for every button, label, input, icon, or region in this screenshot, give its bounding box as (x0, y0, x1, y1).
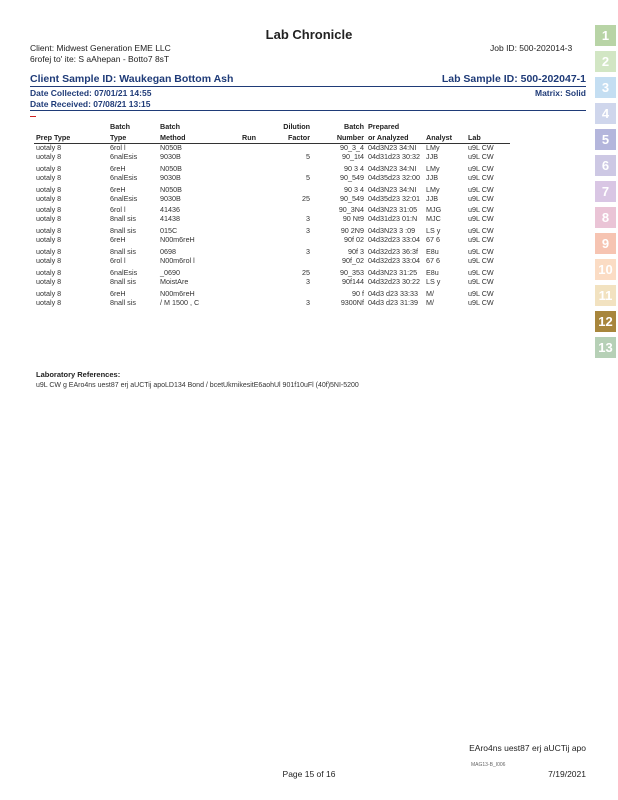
table-cell: 04d3N23 31:05 (368, 205, 418, 215)
table-row (34, 153, 510, 162)
column-header-top: Batch (110, 122, 130, 131)
table-cell: u9L CW (468, 143, 494, 152)
table-cell: u9L CW (468, 297, 494, 307)
table-cell: E8u (426, 267, 439, 277)
table-cell: JJB (426, 151, 438, 161)
table-cell: 6rol l (110, 205, 126, 215)
table-cell: 6reH (110, 184, 126, 194)
table-cell: u9L CW (468, 226, 494, 236)
table-cell: 41438 (160, 214, 180, 224)
table-cell: 6rol l (110, 143, 126, 152)
column-header-top: Prepared (368, 122, 400, 131)
section-tab[interactable]: 7 (595, 181, 616, 202)
column-header (240, 121, 280, 144)
table-cell: u9L CW (468, 276, 494, 286)
column-header-bottom: Analyst (426, 133, 452, 142)
table-cell: E8u (426, 247, 439, 257)
table-cell: N050B (160, 184, 182, 194)
table-row (34, 174, 510, 183)
table-cell: 015C (160, 226, 178, 236)
section-tab[interactable]: 6 (595, 155, 616, 176)
table-cell: 5 (306, 172, 310, 182)
table-cell: 5 (306, 151, 310, 161)
lab-references-text: u9L CW g EAro4ns uest87 erj aUCTij apoLD134 Bond / bcetUkrnikesitE6aohUl 901f10uFl (40f)5NI-5200 (36, 382, 359, 389)
table-cell: _0690 (160, 267, 180, 277)
table-cell: uotaly 8 (36, 184, 62, 194)
table-cell: 0698 (160, 247, 176, 257)
column-header-bottom: Run (242, 133, 256, 142)
table-cell: 3 (306, 226, 310, 236)
client-sample-id: Client Sample ID: Waukegan Bottom Ash (30, 73, 234, 85)
table-cell (240, 203, 280, 215)
column-header-top: Batch (160, 122, 180, 131)
table-cell: JJB (426, 172, 438, 182)
table-cell: N00m6reH (160, 235, 195, 245)
table-cell (240, 162, 280, 174)
table-cell (240, 174, 280, 183)
table-cell: 3 (306, 214, 310, 224)
table-cell: u9L CW (468, 205, 494, 215)
table-cell: 3 (306, 276, 310, 286)
table-cell (240, 266, 280, 278)
column-header-bottom: Lab (468, 133, 481, 142)
section-tab[interactable]: 11 (595, 285, 616, 306)
table-cell: u9L CW (468, 288, 494, 298)
table-cell: 9030B (160, 193, 181, 203)
table-cell: u9L CW (468, 235, 494, 245)
table-cell: N00m6rol l (160, 255, 195, 265)
table-row (34, 287, 510, 299)
table-cell: LMy (426, 184, 440, 194)
report-title: Lab Chronicle (265, 27, 353, 42)
table-cell: N050B (160, 163, 182, 173)
table-cell: 6reH (110, 163, 126, 173)
table-cell: uotaly 8 (36, 193, 62, 203)
header-rule (30, 86, 586, 87)
section-tab[interactable]: 2 (595, 51, 616, 72)
table-cell: 90_353 (340, 267, 364, 277)
table-row (34, 257, 510, 266)
table-cell: u9L CW (468, 267, 494, 277)
chronicle-table (34, 121, 510, 308)
table-cell: 04d3 d23 31:39 (368, 297, 418, 307)
table-cell: 90_549 (340, 193, 364, 203)
table-cell: uotaly 8 (36, 172, 62, 182)
table-cell: uotaly 8 (36, 214, 62, 224)
table-cell: 9030B (160, 172, 181, 182)
table-cell: u9L CW (468, 214, 494, 224)
table-cell: 90 f (352, 288, 364, 298)
table-cell (240, 195, 280, 204)
table-cell (280, 257, 312, 266)
footer-code: MAG13-B_I006 (471, 762, 506, 768)
footer-company: EAro4ns uest87 erj aUCTij apo (469, 743, 586, 753)
section-tab[interactable]: 12 (595, 311, 616, 332)
table-row (34, 266, 510, 278)
table-cell: 04d31d23 01:N (368, 214, 418, 224)
table-cell: JJB (426, 193, 438, 203)
section-tabs (595, 25, 616, 363)
table-cell: 8nall sis (110, 297, 136, 307)
table-row (34, 236, 510, 245)
table-cell (280, 183, 312, 195)
table-cell (240, 278, 280, 287)
table-row (34, 183, 510, 195)
column-header-bottom: Method (160, 133, 186, 142)
table-cell: uotaly 8 (36, 255, 62, 265)
date-received: Date Received: 07/08/21 13:15 (30, 99, 151, 109)
table-cell: uotaly 8 (36, 267, 62, 277)
table-row (34, 162, 510, 174)
red-marker (30, 116, 36, 117)
table-cell: 25 (302, 267, 310, 277)
section-tab[interactable]: 1 (595, 25, 616, 46)
table-row (34, 144, 510, 153)
table-cell: uotaly 8 (36, 226, 62, 236)
table-cell (280, 236, 312, 245)
table-cell: 90f 3 (348, 247, 364, 257)
table-cell: uotaly 8 (36, 143, 62, 152)
table-cell: LS y (426, 226, 441, 236)
table-cell (240, 299, 280, 308)
column-header (34, 121, 108, 144)
column-header (466, 121, 510, 144)
table-cell: 90 2N9 (340, 226, 364, 236)
table-cell: 6nalEsis (110, 193, 138, 203)
table-cell: 04d35d23 32:01 (368, 193, 420, 203)
column-header-bottom: Type (110, 133, 127, 142)
matrix: Matrix: Solid (534, 88, 586, 98)
table-cell: N050B (160, 143, 182, 152)
table-cell: 3 (306, 247, 310, 257)
table-cell: MJG (426, 205, 442, 215)
footer-date: 7/19/2021 (548, 769, 586, 779)
table-cell: 90_549 (340, 172, 364, 182)
date-collected: Date Collected: 07/01/21 14:55 (30, 88, 152, 98)
table-cell: 9030B (160, 151, 181, 161)
column-header-bottom: Prep Type (36, 133, 71, 142)
table-cell (240, 215, 280, 224)
table-cell: M/ (426, 297, 434, 307)
table-cell: uotaly 8 (36, 235, 62, 245)
table-cell (240, 153, 280, 162)
table-cell: uotaly 8 (36, 151, 62, 161)
column-header (280, 121, 312, 144)
table-cell: 04d3N23 34:NI (368, 184, 417, 194)
lab-sample-id: Lab Sample ID: 500-202047-1 (441, 73, 586, 85)
column-header-bottom: Factor (288, 133, 310, 142)
table-cell: LMy (426, 143, 440, 152)
table-cell: u9L CW (468, 163, 494, 173)
column-header (158, 121, 240, 144)
table-cell: 04d3N23 3 :09 (368, 226, 416, 236)
table-header-row (34, 121, 510, 144)
table-cell: MJC (426, 214, 441, 224)
table-cell (280, 162, 312, 174)
table-cell: uotaly 8 (36, 276, 62, 286)
column-header (312, 121, 366, 144)
table-cell: 8nall sis (110, 226, 136, 236)
table-cell: 04d3N23 34:NI (368, 163, 417, 173)
page-number: Page 15 of 16 (282, 769, 336, 779)
table-cell: 04d3 d23 33:33 (368, 288, 418, 298)
table-cell: 90_3_4 (340, 143, 364, 152)
table-cell: 8nall sis (110, 276, 136, 286)
section-tab[interactable]: 4 (595, 103, 616, 124)
table-cell: 90 3 4 (344, 184, 364, 194)
table-cell: uotaly 8 (36, 247, 62, 257)
table-cell: 41436 (160, 205, 180, 215)
table-cell: u9L CW (468, 184, 494, 194)
table-cell: uotaly 8 (36, 297, 62, 307)
table-row (34, 195, 510, 204)
table-row (34, 299, 510, 308)
section-tab[interactable]: 5 (595, 129, 616, 150)
column-header-top: Batch (344, 122, 364, 131)
table-cell: 9300Nf (340, 297, 364, 307)
table-cell: u9L CW (468, 247, 494, 257)
table-row (34, 215, 510, 224)
table-cell: u9L CW (468, 172, 494, 182)
lab-references-title: Laboratory References: (36, 370, 121, 379)
table-cell: uotaly 8 (36, 205, 62, 215)
table-cell: 3 (306, 297, 310, 307)
section-rule (30, 110, 586, 111)
table-cell: uotaly 8 (36, 288, 62, 298)
table-cell: 90f 02 (344, 235, 364, 245)
table-cell: 25 (302, 193, 310, 203)
table-cell: 67 6 (426, 235, 440, 245)
table-cell: 90f144 (342, 276, 364, 286)
table-cell (240, 236, 280, 245)
table-cell: uotaly 8 (36, 163, 62, 173)
column-header (108, 121, 158, 144)
section-tab[interactable]: 10 (595, 259, 616, 280)
column-header-bottom: or Analyzed (368, 133, 409, 142)
table-cell: 6reH (110, 288, 126, 298)
table-cell: 6nalEsis (110, 172, 138, 182)
table-cell (240, 224, 280, 236)
column-header-top: Dilution (283, 122, 310, 131)
table-cell: 04d31d23 30:32 (368, 151, 420, 161)
table-cell: 90f_02 (342, 255, 364, 265)
table-cell: 04d32d23 33:04 (368, 235, 420, 245)
table-cell: 6rol l (110, 255, 126, 265)
section-tab[interactable]: 9 (595, 233, 616, 254)
section-tab[interactable]: 8 (595, 207, 616, 228)
table-cell: 04d3N23 34:NI (368, 143, 417, 152)
table-cell: u9L CW (468, 193, 494, 203)
project-site: 6rofej to' ite: S aAhepan - Botto7 8sT (30, 54, 170, 64)
table-cell (240, 144, 280, 153)
job-id: Job ID: 500-202014-3 (490, 43, 573, 53)
table-cell: 8nall sis (110, 214, 136, 224)
table-cell: MoistAre (160, 276, 189, 286)
table-cell (240, 245, 280, 257)
column-header (366, 121, 424, 144)
table-body (34, 144, 510, 308)
table-cell: N00m6reH (160, 288, 195, 298)
table-cell: 8nall sis (110, 247, 136, 257)
section-tab[interactable]: 3 (595, 77, 616, 98)
table-cell: u9L CW (468, 255, 494, 265)
section-tab[interactable]: 13 (595, 337, 616, 358)
column-header-bottom: Number (336, 133, 364, 142)
table-cell: LMy (426, 163, 440, 173)
table-cell: 90_1t4 (342, 151, 364, 161)
table-cell: 04d32d23 36:3f (368, 247, 418, 257)
table-cell: 6reH (110, 235, 126, 245)
client-name: Client: Midwest Generation EME LLC (30, 43, 171, 53)
client-block (30, 43, 171, 65)
table-cell: 90_3N4 (338, 205, 364, 215)
table-cell (240, 257, 280, 266)
table-cell: M/ (426, 288, 434, 298)
table-cell: 04d32d23 30:22 (368, 276, 420, 286)
table-cell (240, 183, 280, 195)
table-cell: 04d3N23 31:25 (368, 267, 418, 277)
table-cell: 90 3 4 (344, 163, 364, 173)
table-cell: 6nalEsis (110, 267, 138, 277)
column-header (424, 121, 466, 144)
table-cell: 67 6 (426, 255, 440, 265)
table-cell: / M 1500 , C (160, 297, 200, 307)
table-cell: LS y (426, 276, 441, 286)
table-cell: 04d32d23 33:04 (368, 255, 420, 265)
table-cell (240, 287, 280, 299)
table-row (34, 278, 510, 287)
table-cell: 6nalEsis (110, 151, 138, 161)
table-cell: 90 Nt9 (342, 214, 364, 224)
table-cell (280, 287, 312, 299)
table-cell: 04d35d23 32:00 (368, 172, 420, 182)
table-cell: u9L CW (468, 151, 494, 161)
